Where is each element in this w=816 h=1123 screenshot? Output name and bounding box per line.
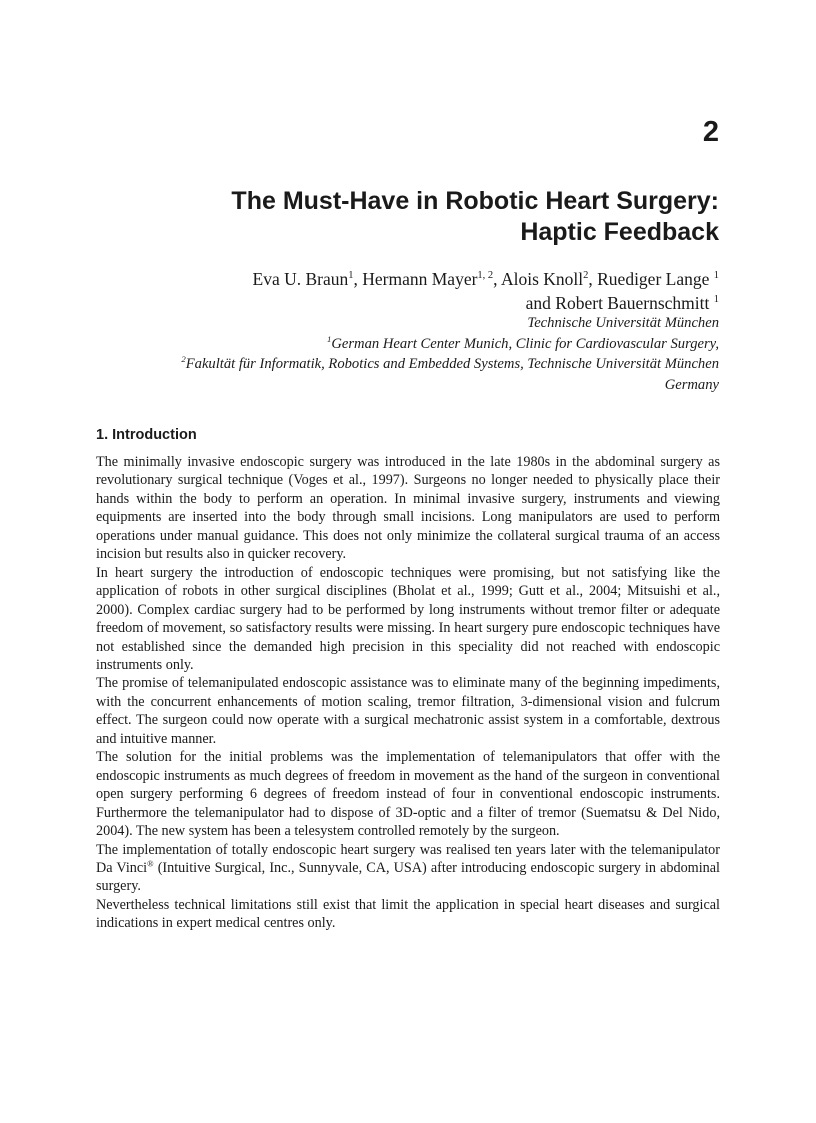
registered-mark: ® (147, 858, 154, 869)
affiliation-text: Fakultät für Informatik, Robotics and Embedded Systems, Technische Universität München (185, 356, 719, 373)
affiliation-mark: 1 (326, 333, 332, 344)
author-name: , Hermann Mayer (353, 269, 478, 289)
chapter-title-line-2: Haptic Feedback (520, 218, 719, 246)
paragraph: In heart surgery the introduction of endoscopic techniques were promising, but not satisfying like the application of robots in other surgical disciplines (Bholat et al., 1999; Gutt et al., 2004; Mitsuishi et al., 2000). Complex cardiac surgery had to be performed by long instruments without tremor filter or adequate freedom of movement, so satisfactory results were missing. In heart surgery pure endoscopic techniques have not established since the demanded high precision in this speciality did not reached with endoscopic instruments only. (96, 564, 720, 673)
author-name: Eva U. Braun (252, 269, 349, 289)
paragraph: The solution for the initial problems was the implementation of telemanipulators that offer with the endoscopic instruments as much degrees of freedom in movement as the hand of the surgeon in conventional open surgery performing 6 degrees of freedom instead of four in conventional endoscopic instruments. Furthermore the telemanipulator had to dispose of 3D-optic and a filter of tremor (Suematsu & Del Nido, 2004). The new system has been a telesystem controlled remotely by the surgeon. (96, 749, 720, 840)
author-name: , Ruediger Lange (588, 269, 710, 289)
paragraph: The promise of telemanipulated endoscopic assistance was to eliminate many of the beginning impediments, with the concurrent enhancements of motion scaling, tremor filtration, 3-dimensional vision and fulcrum effect. The surgeon could now operate with a surgical mechatronic assist system in a comfortable, dextrous and intuitive manner. (96, 675, 720, 747)
affiliation-line-3 (19, 354, 719, 375)
affiliation-mark: 1 (713, 294, 719, 306)
paragraph-text: The implementation of totally endoscopic heart surgery was realised ten years later with the telemanipulator Da Vinci (96, 841, 720, 876)
affiliation-line-2 (19, 334, 719, 355)
author-name: and Robert Bauernschmitt (525, 293, 710, 313)
affiliation-line-4: Germany (664, 377, 719, 394)
affiliation-mark: 2 (181, 354, 186, 365)
affiliation-line-1: Technische Universität München (527, 315, 719, 331)
paragraph: The minimally invasive endoscopic surgery was introduced in the late 1980s in the abdominal surgery as revolutionary surgical technique (Voges et al., 1997). Surgeons no longer needed to physically place their hands within the body to perform an operation. In minimal invasive surgery, instruments and viewing equipments are inserted into the body through small incisions. Long manipulators are used to perform operations under manual guidance. This does not only minimize the collateral surgical trauma of an access incision but results also in quicker recovery. (96, 454, 720, 563)
affiliation-mark: 1, 2 (477, 270, 494, 282)
affiliation-text: German Heart Center Munich, Clinic for Cardiovascular Surgery, (331, 335, 719, 352)
chapter-number: 2 (702, 116, 719, 148)
author-name: , Alois Knoll (493, 269, 584, 289)
affiliation-mark: 2 (583, 270, 589, 282)
author-line-1 (59, 267, 719, 291)
chapter-title (99, 186, 719, 248)
paragraph-text: (Intuitive Surgical, Inc., Sunnyvale, CA, USA) after introducing endoscopic surgery in abdominal surgery. (96, 859, 720, 895)
paragraph (96, 841, 720, 896)
author-list (59, 267, 719, 315)
affiliation-mark: 1 (348, 270, 354, 282)
affiliation-mark: 1 (713, 270, 719, 282)
chapter-title-line-1: The Must-Have in Robotic Heart Surgery: (231, 187, 719, 215)
section-heading: 1. Introduction (96, 427, 197, 443)
author-line-2 (59, 291, 719, 315)
section-body (96, 453, 720, 933)
affiliations (19, 313, 719, 396)
paragraph: Nevertheless technical limitations still exist that limit the application in special heart diseases and surgical indications in expert medical centres only. (96, 896, 720, 932)
